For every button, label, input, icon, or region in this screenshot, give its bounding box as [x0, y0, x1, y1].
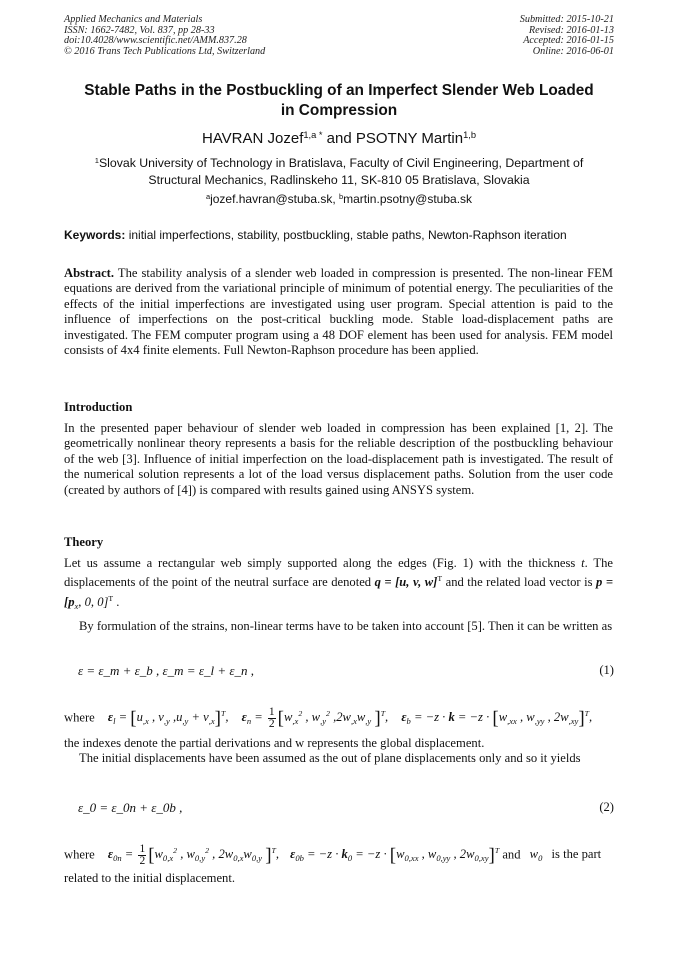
- epsilon-0b-definition: $\varepsilon_{0b} = -z \cdot k_0 = -z \cdot [w_{0,xx}$ , $w_{0,yy}$ , $2w_{0,xy}]^T$: [290, 845, 500, 867]
- thickness-symbol: t: [581, 556, 585, 570]
- where-label-2: where: [64, 847, 95, 862]
- abstract-text: The stability analysis of a slender web loaded in compression is presented. The non-linear FEM equations are derived from the variational principle of minimum of potential energy. The peculiarities of the effects of the initial imperfections are investigated using user program. Special attention is paid to the influence of imperfections on the post-critical buckling mode. Stable load-displacement paths are investigated. The FEM computer program using a 48 DOF element has been used for analysis. FEM model consists of 4x4 finite elements. Full Newton-Raphson procedure has been applied.: [64, 266, 613, 358]
- journal-header-right: [520, 15, 614, 57]
- section-heading-theory: Theory: [64, 535, 104, 549]
- author-and: and: [322, 130, 356, 147]
- theory-paragraph-1: [64, 556, 613, 614]
- theory-paragraph-2: [64, 619, 613, 634]
- equation-2-number: (2): [599, 800, 614, 814]
- journal-copyright: © 2016 Trans Tech Publications Ltd, Switzerland: [64, 45, 266, 57]
- affiliation: [64, 155, 614, 188]
- theory-paragraph-3: [64, 736, 613, 767]
- introduction-paragraph: [64, 421, 613, 498]
- transpose-mark-q: T: [437, 574, 443, 584]
- email-a-sup: a: [205, 191, 211, 201]
- author-2-affil: 1,b: [463, 129, 477, 140]
- date-submitted: Submitted: 2015-10-21: [519, 14, 614, 25]
- theory-p3-text: The initial displacements have been assumed as the out of plane displacements only and so it yields: [79, 751, 581, 766]
- load-vector-end: , 0, 0]: [78, 594, 109, 609]
- where1-tail: the indexes denote the partial derivations and w represents the global displacement.: [64, 736, 485, 750]
- journal-issn: ISSN: 1662-7482, Vol. 837, pp 28-33: [64, 24, 215, 36]
- email-b-link[interactable]: martin.psotny@stuba.sk: [343, 192, 473, 206]
- w0-symbol: $w_0$: [529, 847, 543, 864]
- theory-p1-text-d: .: [113, 594, 120, 609]
- author-emails: [64, 192, 614, 207]
- theory-p1-text-b: . The displacements of the point of the neutral surface are denoted: [64, 556, 613, 590]
- journal-header-left: [64, 15, 265, 57]
- keywords-label: Keywords:: [64, 228, 126, 242]
- keywords: [64, 228, 624, 243]
- equation-1-number: (1): [599, 663, 614, 677]
- epsilon-l-definition: $\varepsilon_l = [u_{,x}$ , $v_{,y}$ $,u_{,y} + v_{,x}]^T$,: [107, 708, 229, 730]
- author-1: HAVRAN Jozef: [201, 130, 304, 147]
- theory-p1-text-a: Let us assume a rectangular web simply supported along the edges (Fig. 1) with the thickness: [64, 556, 582, 570]
- transpose-mark-p: T: [108, 593, 114, 603]
- journal-name: Applied Mechanics and Materials: [64, 14, 203, 25]
- title-line-2: in Compression: [280, 101, 398, 119]
- load-vector-subscript: x: [74, 600, 79, 611]
- email-a-link[interactable]: jozef.havran@stuba.sk: [210, 192, 333, 206]
- paper-title: [64, 81, 614, 120]
- equation-2: ε_0 = ε_0n + ε_0b ,: [78, 800, 183, 815]
- email-b-sup: b: [339, 191, 344, 201]
- epsilon-b-definition: $\varepsilon_b = -z \cdot k = -z \cdot [w_{,xx}$ , $w_{,yy}$ , $2w_{,xy}]^T$,: [401, 708, 593, 730]
- theory-p2-text: By formulation of the strains, non-linear terms have to be taken into account [5]. Then it can be written as: [79, 619, 613, 633]
- abstract-label: Abstract.: [64, 266, 115, 280]
- affiliation-line-2: Structural Mechanics, Radlinskeho 11, SK-810 05 Bratislava, Slovakia: [148, 172, 530, 187]
- author-2: PSOTNY Martin: [355, 130, 464, 147]
- displacement-vector: q = [u, v, w]: [374, 575, 438, 590]
- where-label-1: where: [64, 710, 95, 725]
- affiliation-sup: 1: [94, 155, 99, 165]
- date-revised: Revised: 2016-01-13: [528, 24, 614, 36]
- load-vector: p = [p: [64, 575, 613, 609]
- author-1-affil: 1,a *: [303, 129, 323, 140]
- date-accepted: Accepted: 2016-01-15: [523, 35, 614, 47]
- abstract: [64, 266, 613, 358]
- author-list: [64, 130, 614, 148]
- epsilon-0n-definition: $\varepsilon_{0n}$ = $\frac{1}{2}$ [$w_{0,x}^2$ , $w_{0,y}^2$ , $2w_{0,x}w_{0,y}$ ]$^T$,: [107, 843, 280, 867]
- email-separator: ,: [332, 192, 339, 206]
- section-heading-introduction: Introduction: [64, 400, 133, 414]
- where2-tail: is the part: [551, 847, 602, 862]
- affiliation-line-1: Slovak University of Technology in Bratislava, Faculty of Civil Engineering, Department of: [98, 156, 584, 170]
- where2-and: and: [502, 847, 521, 862]
- journal-doi: doi:10.4028/www.scientific.net/AMM.837.28: [64, 35, 247, 47]
- date-online: Online: 2016-06-01: [532, 45, 614, 57]
- where-line-2: [64, 844, 613, 867]
- where-line-1: [64, 707, 613, 730]
- introduction-text: In the presented paper behaviour of slender web loaded in compression has been explained [1, 2]. The geometrically nonlinear theory represents a basis for the reliable description of the postbuckling behaviour of the web [3]. Influence of initial imperfection on the load-displacement path is investigated. The result of the numerical solution represents a lot of the load versus displacement paths. Solution from the user code (created by authors of [4]) is compared with results gained using ANSYS system.: [64, 421, 613, 497]
- title-line-1: Stable Paths in the Postbuckling of an Imperfect Slender Web Loaded: [84, 82, 594, 99]
- theory-p1-text-c: and the related load vector is: [442, 575, 597, 590]
- keywords-text: initial imperfections, stability, postbuckling, stable paths, Newton-Raphson iteration: [125, 228, 567, 242]
- theory-last-line: related to the initial displacement.: [64, 871, 236, 885]
- epsilon-n-definition: $\varepsilon_n$ = $\frac{1}{2}$ [$w_{,x}^2$ , $w_{,y}^2$ $,2w_{,x}w_{,y}$ ]$^T$,: [241, 706, 389, 730]
- equation-1: ε = ε_m + ε_b , ε_m = ε_l + ε_n ,: [78, 663, 254, 678]
